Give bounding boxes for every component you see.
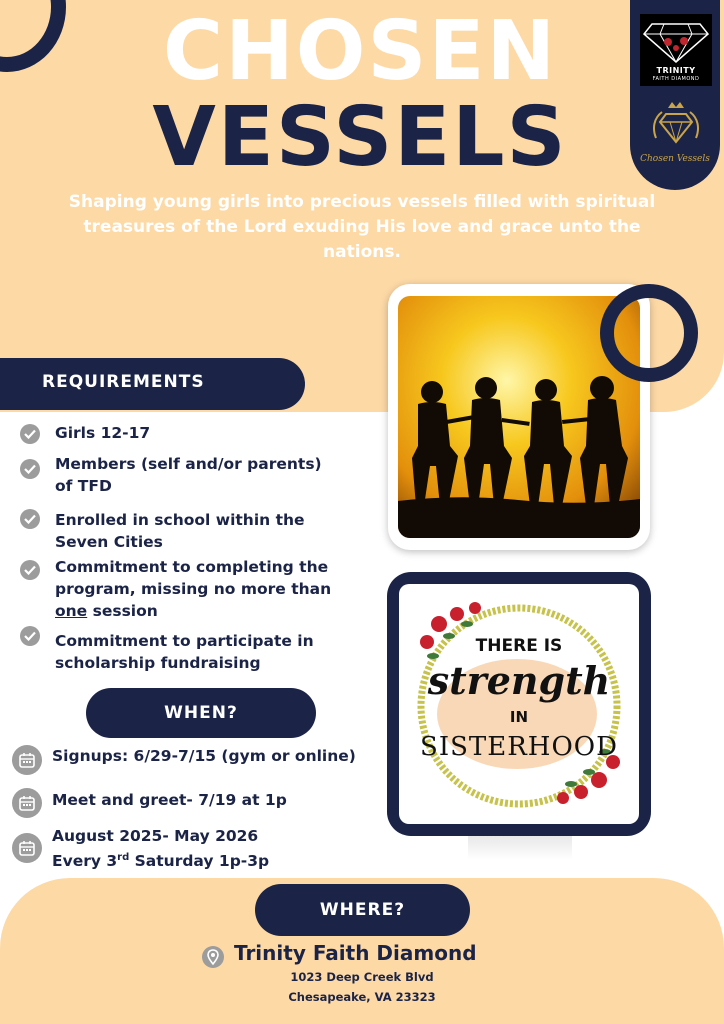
address-line-1: 1023 Deep Creek Blvd [290, 970, 434, 984]
where-heading: WHERE? [319, 900, 406, 920]
requirement-text: Girls 12-17 [55, 424, 151, 442]
requirements-heading: REQUIREMENTS [42, 372, 205, 392]
requirement-text: Commitment to participate in [55, 632, 314, 650]
crown-diamond-icon [648, 98, 704, 154]
check-icon [20, 626, 40, 646]
when-text: Meet and greet- 7/19 at 1p [52, 791, 287, 809]
floral-wreath-icon [399, 584, 639, 824]
ring-decoration [600, 284, 698, 382]
sisterhood-line-2: strength [427, 658, 611, 703]
requirement-text: Members (self and/or parents) [55, 455, 322, 473]
card-shadow [468, 836, 572, 860]
calendar-icon [12, 745, 42, 775]
sisterhood-line-3: IN [509, 708, 529, 726]
logo-name: TRINITY [656, 66, 696, 75]
sisterhood-line-1: THERE IS [475, 636, 563, 656]
sisterhood-graphic [399, 584, 639, 824]
emphasis-one: one [55, 602, 88, 620]
requirement-text-cont: Seven Cities [55, 533, 163, 551]
title-line-1: CHOSEN [162, 4, 558, 99]
check-icon [20, 509, 40, 529]
sisterhood-card [387, 572, 651, 836]
requirement-text-cont: scholarship fundraising [55, 654, 261, 672]
when-text-cont [52, 847, 392, 872]
when-text: August 2025- May 2026 [52, 827, 259, 845]
location-name: Trinity Faith Diamond [234, 941, 477, 965]
requirement-text: Commitment to completing the [55, 558, 329, 576]
when-heading-pill [86, 688, 316, 738]
diamond-icon [640, 14, 712, 66]
location-pin-icon [202, 946, 224, 968]
check-icon [20, 560, 40, 580]
requirement-text-cont [55, 600, 375, 622]
requirement-text: Enrolled in school within the [55, 511, 305, 529]
logo-subname: FAITH DIAMOND [652, 76, 700, 82]
requirement-text-cont: program, missing no more than [55, 580, 332, 598]
when-text: Signups: 6/29-7/15 (gym or online) [52, 747, 356, 765]
chosen-vessels-script-logo: Chosen Vessels [640, 154, 710, 164]
requirements-heading-pill [0, 358, 305, 410]
tagline: Shaping young girls into precious vessels filled with spiritual treasures of the Lord exuding His love and grace unto the nations. [68, 192, 656, 262]
title-line-2: VESSELS [152, 90, 568, 185]
where-heading-pill [255, 884, 470, 936]
calendar-icon [12, 833, 42, 863]
calendar-icon [12, 788, 42, 818]
when-text-part: Every 3 [52, 852, 118, 871]
logo-tab [630, 0, 720, 190]
requirement-text-cont: of TFD [55, 477, 112, 495]
sisterhood-line-4: SISTERHOOD [420, 732, 618, 762]
check-icon [20, 424, 40, 444]
trinity-faith-diamond-logo [640, 14, 712, 86]
when-text-part: Saturday 1p-3p [129, 852, 270, 871]
requirement-text-tail: session [87, 602, 158, 620]
when-heading: WHEN? [164, 703, 238, 723]
check-icon [20, 459, 40, 479]
ordinal-suffix: rd [117, 852, 130, 863]
address-line-2: Chesapeake, VA 23323 [288, 990, 436, 1004]
